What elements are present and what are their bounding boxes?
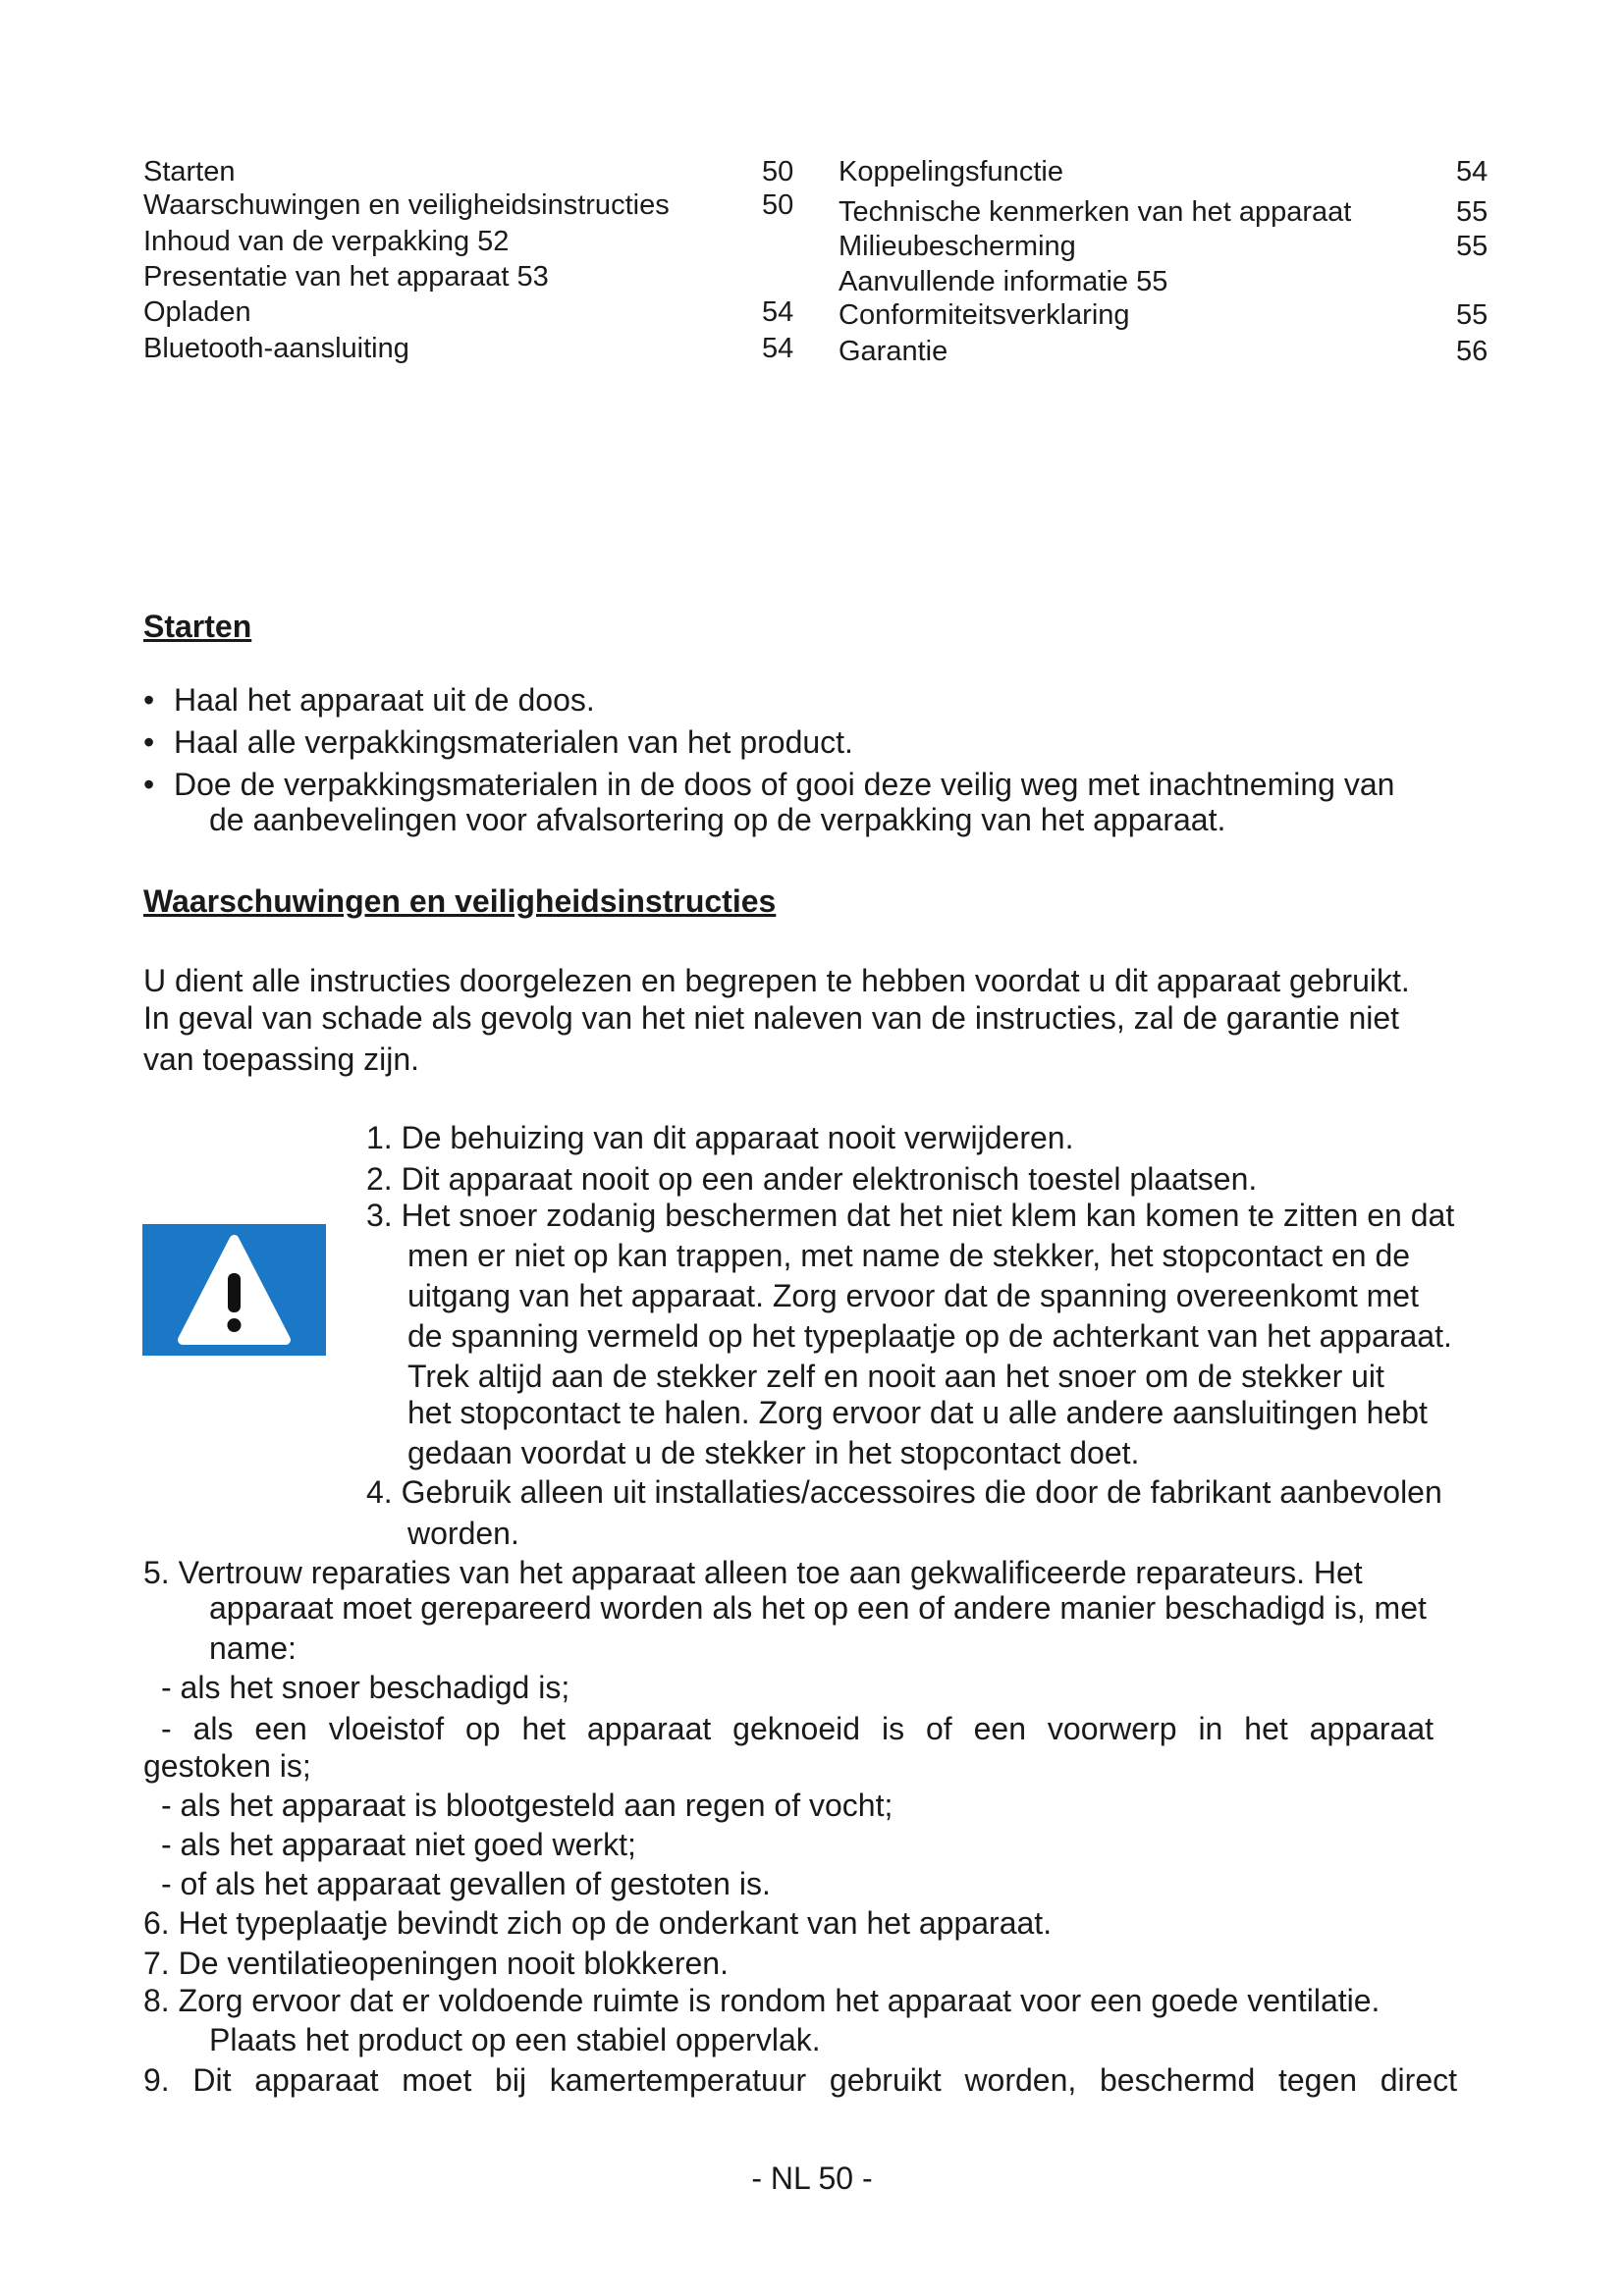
toc-entry: Technische kenmerken van het apparaat — [839, 196, 1352, 228]
bullet-marker: • — [143, 682, 155, 718]
toc-entry: Bluetooth-aansluiting — [143, 333, 409, 364]
list-item: 1. De behuizing van dit apparaat nooit verwijderen. — [366, 1120, 1074, 1155]
bullet-item: Doe de verpakkingsmaterialen in de doos of gooi deze veilig weg met inachtneming van — [174, 767, 1395, 802]
list-item: 9. Dit apparaat moet bij kamertemperatuur gebruikt worden, beschermd tegen direct — [143, 2062, 1457, 2098]
toc-entry: Milieubescherming — [839, 231, 1076, 262]
sub-item: - of als het apparaat gevallen of gestoten is. — [161, 1866, 771, 1901]
list-item-continued: Trek altijd aan de stekker zelf en nooit aan het snoer om de stekker uit — [407, 1359, 1384, 1394]
toc-entry: Inhoud van de verpakking 52 — [143, 226, 510, 257]
list-item-continued: worden. — [407, 1516, 519, 1551]
sub-item: - als het snoer beschadigd is; — [161, 1670, 570, 1705]
intro-line: U dient alle instructies doorgelezen en begrepen te hebben voordat u dit apparaat gebruikt. — [143, 963, 1410, 998]
list-item: 8. Zorg ervoor dat er voldoende ruimte is rondom het apparaat voor een goede ventilatie. — [143, 1983, 1380, 2018]
toc-entry: Garantie — [839, 336, 948, 367]
bullet-item: Haal alle verpakkingsmaterialen van het product. — [174, 724, 853, 760]
list-item-continued: het stopcontact te halen. Zorg ervoor dat u alle andere aansluitingen hebt — [407, 1395, 1428, 1430]
sub-item: - als een vloeistof op het apparaat geknoeid is of een voorwerp in het apparaat — [161, 1711, 1434, 1746]
list-item: 6. Het typeplaatje bevindt zich op de onderkant van het apparaat. — [143, 1905, 1053, 1941]
intro-line: In geval van schade als gevolg van het niet naleven van de instructies, zal de garantie niet — [143, 1000, 1400, 1036]
page-number: - NL 50 - — [751, 2161, 873, 2196]
list-item-continued: apparaat moet gerepareerd worden als het op een of andere manier beschadigd is, met — [209, 1590, 1427, 1626]
bullet-item-continued: de aanbevelingen voor afvalsortering op de verpakking van het apparaat. — [209, 802, 1226, 837]
toc-page: 55 — [1456, 196, 1489, 228]
toc-entry: Aanvullende informatie 55 — [839, 266, 1168, 297]
toc-entry: Opladen — [143, 296, 251, 328]
list-item-continued: name: — [209, 1630, 297, 1666]
sub-item: - als het apparaat niet goed werkt; — [161, 1827, 636, 1862]
list-item-continued: Plaats het product op een stabiel oppervlak. — [209, 2022, 821, 2057]
toc-entry: Waarschuwingen en veiligheidsinstructies — [143, 189, 670, 221]
toc-page: 56 — [1456, 336, 1489, 367]
list-item-continued: men er niet op kan trappen, met name de stekker, het stopcontact en de — [407, 1238, 1411, 1273]
toc-page: 55 — [1456, 231, 1489, 262]
bullet-marker: • — [143, 724, 155, 760]
section-heading-safety: Waarschuwingen en veiligheidsinstructies — [143, 883, 777, 919]
list-item: 5. Vertrouw reparaties van het apparaat alleen toe aan gekwalificeerde reparateurs. Het — [143, 1555, 1363, 1590]
toc-page: 54 — [762, 296, 794, 328]
bullet-marker: • — [143, 767, 155, 802]
list-item: 2. Dit apparaat nooit op een ander elektronisch toestel plaatsen. — [366, 1161, 1258, 1197]
list-item: 7. De ventilatieopeningen nooit blokkeren. — [143, 1946, 729, 1981]
toc-entry: Koppelingsfunctie — [839, 156, 1063, 187]
bullet-item: Haal het apparaat uit de doos. — [174, 682, 595, 718]
intro-line: van toepassing zijn. — [143, 1041, 420, 1077]
section-heading-starten: Starten — [143, 609, 252, 644]
list-item-continued: gedaan voordat u de stekker in het stopcontact doet. — [407, 1435, 1140, 1470]
toc-entry: Conformiteitsverklaring — [839, 299, 1130, 331]
toc-page: 54 — [1456, 156, 1489, 187]
sub-item: - als het apparaat is blootgesteld aan regen of vocht; — [161, 1788, 893, 1823]
list-item: 4. Gebruik alleen uit installaties/accessoires die door de fabrikant aanbevolen — [366, 1474, 1442, 1510]
toc-page: 50 — [762, 189, 794, 221]
list-item-continued: uitgang van het apparaat. Zorg ervoor dat de spanning overeenkomt met — [407, 1278, 1419, 1313]
toc-page: 54 — [762, 333, 794, 364]
toc-entry: Starten — [143, 156, 236, 187]
list-item: 3. Het snoer zodanig beschermen dat het niet klem kan komen te zitten en dat — [366, 1198, 1455, 1233]
warning-triangle-icon — [142, 1224, 326, 1356]
toc-page: 50 — [762, 156, 794, 187]
list-item-continued: de spanning vermeld op het typeplaatje op de achterkant van het apparaat. — [407, 1318, 1452, 1354]
toc-entry: Presentatie van het apparaat 53 — [143, 261, 549, 293]
sub-item-continued: gestoken is; — [143, 1748, 311, 1784]
toc-page: 55 — [1456, 299, 1489, 331]
